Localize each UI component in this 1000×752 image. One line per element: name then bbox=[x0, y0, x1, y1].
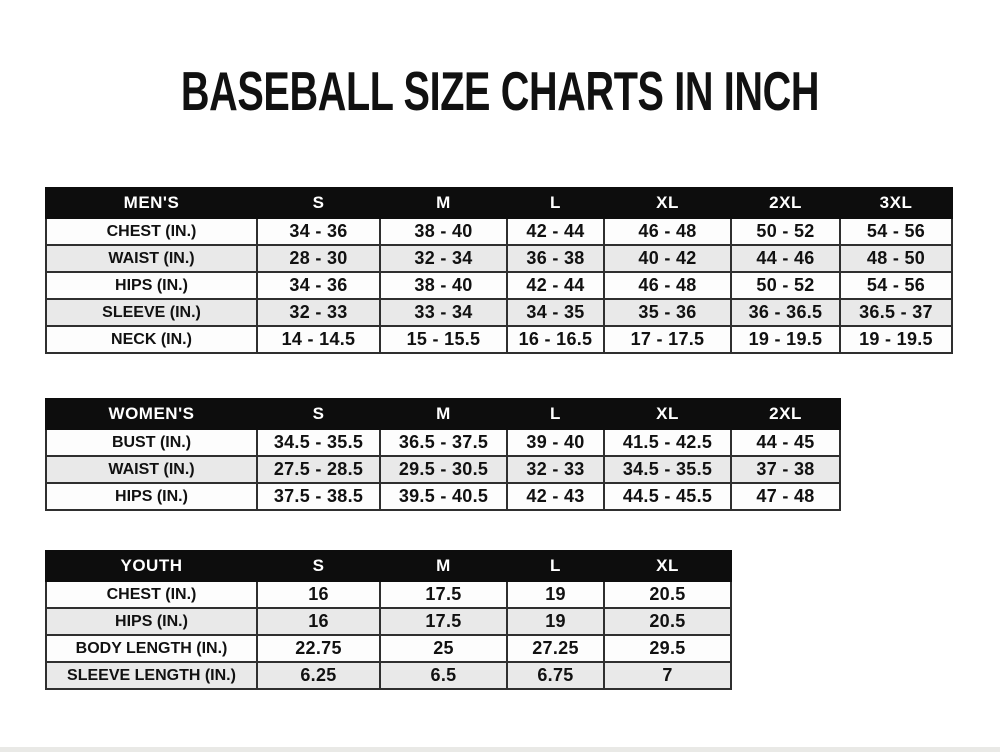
value-cell: 44 - 46 bbox=[731, 245, 840, 272]
size-header-cell: L bbox=[507, 188, 604, 218]
value-cell: 34 - 36 bbox=[257, 272, 380, 299]
value-cell: 29.5 bbox=[604, 635, 731, 662]
table-row bbox=[46, 429, 840, 456]
size-header-cell: 3XL bbox=[840, 188, 952, 218]
size-header-cell: 2XL bbox=[731, 188, 840, 218]
value-cell: 29.5 - 30.5 bbox=[380, 456, 507, 483]
row-label-cell: BUST (IN.) bbox=[46, 429, 257, 456]
size-header-cell: M bbox=[380, 399, 507, 429]
row-label-cell: SLEEVE (IN.) bbox=[46, 299, 257, 326]
table-row bbox=[46, 326, 952, 353]
size-header-cell: S bbox=[257, 399, 380, 429]
value-cell: 17.5 bbox=[380, 581, 507, 608]
row-label-cell: HIPS (IN.) bbox=[46, 272, 257, 299]
table-row bbox=[46, 581, 731, 608]
value-cell: 41.5 - 42.5 bbox=[604, 429, 731, 456]
value-cell: 37 - 38 bbox=[731, 456, 840, 483]
row-label-cell: SLEEVE LENGTH (IN.) bbox=[46, 662, 257, 689]
row-label-cell: HIPS (IN.) bbox=[46, 483, 257, 510]
value-cell: 54 - 56 bbox=[840, 272, 952, 299]
value-cell: 19 - 19.5 bbox=[840, 326, 952, 353]
value-cell: 19 - 19.5 bbox=[731, 326, 840, 353]
table-row bbox=[46, 635, 731, 662]
table-row bbox=[46, 483, 840, 510]
value-cell: 37.5 - 38.5 bbox=[257, 483, 380, 510]
value-cell: 19 bbox=[507, 581, 604, 608]
value-cell: 32 - 33 bbox=[257, 299, 380, 326]
row-label-cell: BODY LENGTH (IN.) bbox=[46, 635, 257, 662]
value-cell: 36 - 38 bbox=[507, 245, 604, 272]
row-label-cell: CHEST (IN.) bbox=[46, 218, 257, 245]
table-title-cell: WOMEN'S bbox=[46, 399, 257, 429]
value-cell: 39.5 - 40.5 bbox=[380, 483, 507, 510]
value-cell: 36 - 36.5 bbox=[731, 299, 840, 326]
value-cell: 46 - 48 bbox=[604, 218, 731, 245]
table-row bbox=[46, 456, 840, 483]
row-label-cell: WAIST (IN.) bbox=[46, 245, 257, 272]
value-cell: 32 - 33 bbox=[507, 456, 604, 483]
table-row bbox=[46, 272, 952, 299]
size-header-cell: L bbox=[507, 551, 604, 581]
value-cell: 7 bbox=[604, 662, 731, 689]
table-row bbox=[46, 245, 952, 272]
value-cell: 35 - 36 bbox=[604, 299, 731, 326]
table-row bbox=[46, 299, 952, 326]
value-cell: 46 - 48 bbox=[604, 272, 731, 299]
value-cell: 16 bbox=[257, 608, 380, 635]
value-cell: 34.5 - 35.5 bbox=[604, 456, 731, 483]
value-cell: 33 - 34 bbox=[380, 299, 507, 326]
value-cell: 42 - 43 bbox=[507, 483, 604, 510]
value-cell: 16 bbox=[257, 581, 380, 608]
value-cell: 16 - 16.5 bbox=[507, 326, 604, 353]
value-cell: 34 - 36 bbox=[257, 218, 380, 245]
size-header-cell: S bbox=[257, 188, 380, 218]
row-label-cell: WAIST (IN.) bbox=[46, 456, 257, 483]
value-cell: 42 - 44 bbox=[507, 272, 604, 299]
value-cell: 34.5 - 35.5 bbox=[257, 429, 380, 456]
value-cell: 48 - 50 bbox=[840, 245, 952, 272]
value-cell: 32 - 34 bbox=[380, 245, 507, 272]
bottom-edge-strip bbox=[0, 747, 1000, 752]
value-cell: 17 - 17.5 bbox=[604, 326, 731, 353]
size-header-cell: XL bbox=[604, 551, 731, 581]
row-label-cell: HIPS (IN.) bbox=[46, 608, 257, 635]
size-header-cell: M bbox=[380, 188, 507, 218]
value-cell: 42 - 44 bbox=[507, 218, 604, 245]
value-cell: 54 - 56 bbox=[840, 218, 952, 245]
value-cell: 38 - 40 bbox=[380, 218, 507, 245]
youth-size-table bbox=[45, 550, 732, 690]
value-cell: 44 - 45 bbox=[731, 429, 840, 456]
header-row bbox=[46, 551, 731, 581]
value-cell: 6.5 bbox=[380, 662, 507, 689]
value-cell: 17.5 bbox=[380, 608, 507, 635]
size-header-cell: M bbox=[380, 551, 507, 581]
value-cell: 28 - 30 bbox=[257, 245, 380, 272]
size-header-cell: S bbox=[257, 551, 380, 581]
mens-size-table bbox=[45, 187, 953, 354]
value-cell: 39 - 40 bbox=[507, 429, 604, 456]
value-cell: 20.5 bbox=[604, 608, 731, 635]
value-cell: 34 - 35 bbox=[507, 299, 604, 326]
value-cell: 40 - 42 bbox=[604, 245, 731, 272]
table-title-cell: YOUTH bbox=[46, 551, 257, 581]
row-label-cell: NECK (IN.) bbox=[46, 326, 257, 353]
value-cell: 44.5 - 45.5 bbox=[604, 483, 731, 510]
size-header-cell: 2XL bbox=[731, 399, 840, 429]
size-header-cell: XL bbox=[604, 399, 731, 429]
value-cell: 6.75 bbox=[507, 662, 604, 689]
page-title: BASEBALL SIZE CHARTS IN INCH bbox=[180, 60, 820, 122]
womens-size-table bbox=[45, 398, 841, 511]
table-title-cell: MEN'S bbox=[46, 188, 257, 218]
table-row bbox=[46, 662, 731, 689]
value-cell: 27.25 bbox=[507, 635, 604, 662]
value-cell: 15 - 15.5 bbox=[380, 326, 507, 353]
value-cell: 36.5 - 37 bbox=[840, 299, 952, 326]
value-cell: 22.75 bbox=[257, 635, 380, 662]
value-cell: 14 - 14.5 bbox=[257, 326, 380, 353]
value-cell: 38 - 40 bbox=[380, 272, 507, 299]
header-row bbox=[46, 399, 840, 429]
header-row bbox=[46, 188, 952, 218]
value-cell: 50 - 52 bbox=[731, 272, 840, 299]
size-header-cell: XL bbox=[604, 188, 731, 218]
value-cell: 50 - 52 bbox=[731, 218, 840, 245]
value-cell: 25 bbox=[380, 635, 507, 662]
value-cell: 27.5 - 28.5 bbox=[257, 456, 380, 483]
value-cell: 19 bbox=[507, 608, 604, 635]
size-header-cell: L bbox=[507, 399, 604, 429]
value-cell: 36.5 - 37.5 bbox=[380, 429, 507, 456]
value-cell: 47 - 48 bbox=[731, 483, 840, 510]
value-cell: 6.25 bbox=[257, 662, 380, 689]
value-cell: 20.5 bbox=[604, 581, 731, 608]
row-label-cell: CHEST (IN.) bbox=[46, 581, 257, 608]
table-row bbox=[46, 218, 952, 245]
table-row bbox=[46, 608, 731, 635]
